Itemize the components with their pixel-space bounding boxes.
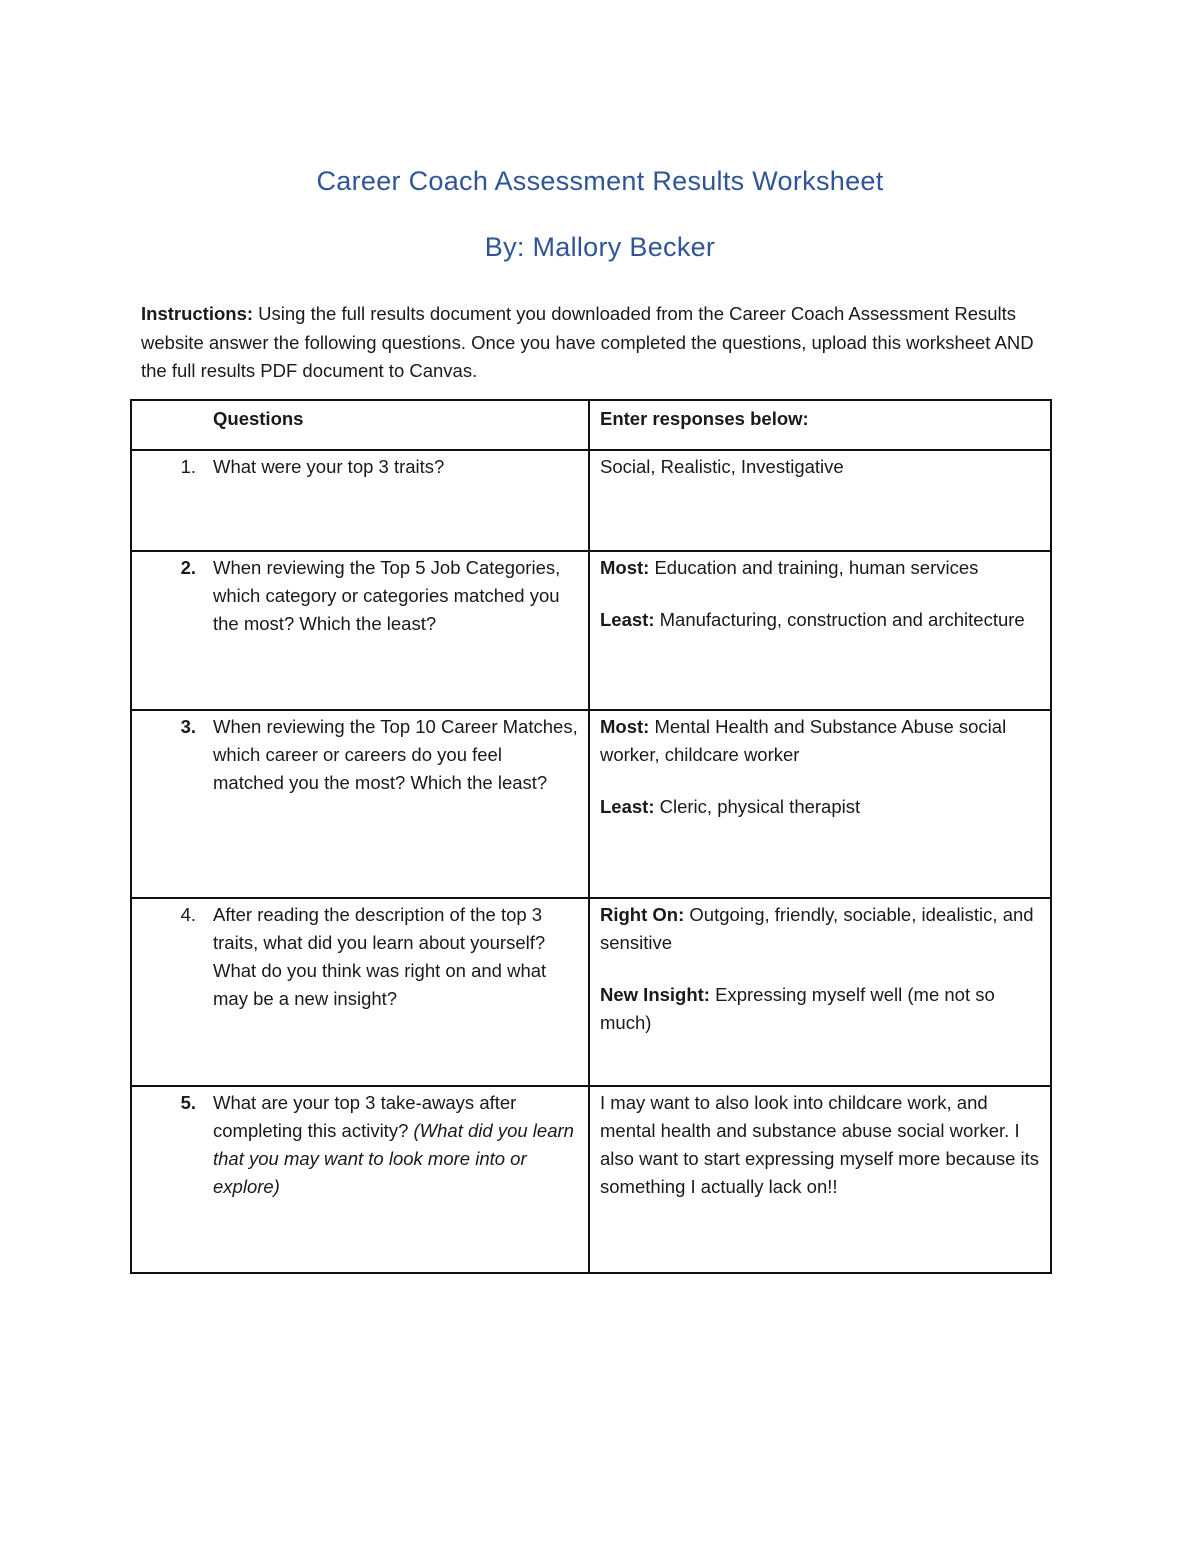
instructions-label: Instructions: bbox=[141, 303, 254, 324]
document-author: By: Mallory Becker bbox=[484, 232, 716, 262]
least-label: Least: bbox=[600, 609, 655, 630]
worksheet-table bbox=[130, 399, 1052, 1274]
new-insight-text: Expressing myself well (me not so much) bbox=[600, 984, 995, 1033]
question-cell bbox=[131, 898, 589, 1086]
response-cell[interactable] bbox=[589, 450, 1051, 551]
response-most bbox=[600, 713, 1040, 769]
response-text: I may want to also look into childcare work, and mental health and substance abuse social worker. I also want to start expressing myself more because its something I actually lack on!! bbox=[600, 1092, 1040, 1197]
table-row bbox=[131, 710, 1051, 898]
responses-header: Enter responses below: bbox=[589, 400, 1051, 450]
question-number: 1. bbox=[180, 456, 196, 477]
response-new-insight bbox=[600, 981, 1040, 1037]
question-number: 4. bbox=[180, 904, 196, 925]
table-row bbox=[131, 450, 1051, 551]
least-text: Cleric, physical therapist bbox=[654, 796, 861, 817]
question-cell bbox=[131, 450, 589, 551]
most-text: Mental Health and Substance Abuse social worker, childcare worker bbox=[600, 716, 1007, 765]
question-text: What were your top 3 traits? bbox=[213, 456, 445, 477]
question-cell bbox=[131, 710, 589, 898]
question-number: 5. bbox=[180, 1092, 196, 1113]
question-number: 3. bbox=[180, 716, 196, 737]
response-least bbox=[600, 606, 1040, 634]
response-cell[interactable] bbox=[589, 710, 1051, 898]
question-cell bbox=[131, 1086, 589, 1273]
document-title: Career Coach Assessment Results Worksheet bbox=[316, 166, 884, 196]
instructions-paragraph bbox=[141, 300, 1046, 386]
question-text: What are your top 3 take-aways after completing this activity? bbox=[213, 1092, 517, 1141]
right-on-text: Outgoing, friendly, sociable, idealistic, and sensitive bbox=[600, 904, 1034, 953]
response-cell[interactable] bbox=[589, 551, 1051, 710]
response-most bbox=[600, 554, 1040, 582]
response-least bbox=[600, 793, 1040, 821]
question-text: After reading the description of the top 3 traits, what did you learn about yourself? What do you think was right on and what may be a new insight? bbox=[213, 904, 547, 1009]
response-cell[interactable] bbox=[589, 1086, 1051, 1273]
least-label: Least: bbox=[600, 796, 655, 817]
question-cell bbox=[131, 551, 589, 710]
table-row bbox=[131, 551, 1051, 710]
new-insight-label: New Insight: bbox=[600, 984, 710, 1005]
table-row bbox=[131, 1086, 1051, 1273]
response-right-on bbox=[600, 901, 1040, 957]
instructions-text: Using the full results document you downloaded from the Career Coach Assessment Results website answer the following questions. Once you have completed the questions, upload this worksheet AND the full results PDF document to Canvas. bbox=[141, 303, 1034, 381]
question-text: When reviewing the Top 10 Career Matches, which career or careers do you feel matched you the most? Which the least? bbox=[213, 716, 578, 793]
question-number: 2. bbox=[180, 557, 196, 578]
table-row bbox=[131, 898, 1051, 1086]
question-text: When reviewing the Top 5 Job Categories, which category or categories matched you the most? Which the least? bbox=[213, 557, 561, 634]
response-text: Social, Realistic, Investigative bbox=[600, 456, 844, 477]
response-cell[interactable] bbox=[589, 898, 1051, 1086]
most-text: Education and training, human services bbox=[649, 557, 979, 578]
question-hint: (What did you learn that you may want to look more into or explore) bbox=[213, 1120, 574, 1197]
table-header-row bbox=[131, 400, 1051, 450]
right-on-label: Right On: bbox=[600, 904, 685, 925]
least-text: Manufacturing, construction and architecture bbox=[654, 609, 1025, 630]
questions-header: Questions bbox=[131, 400, 589, 450]
most-label: Most: bbox=[600, 557, 650, 578]
most-label: Most: bbox=[600, 716, 650, 737]
